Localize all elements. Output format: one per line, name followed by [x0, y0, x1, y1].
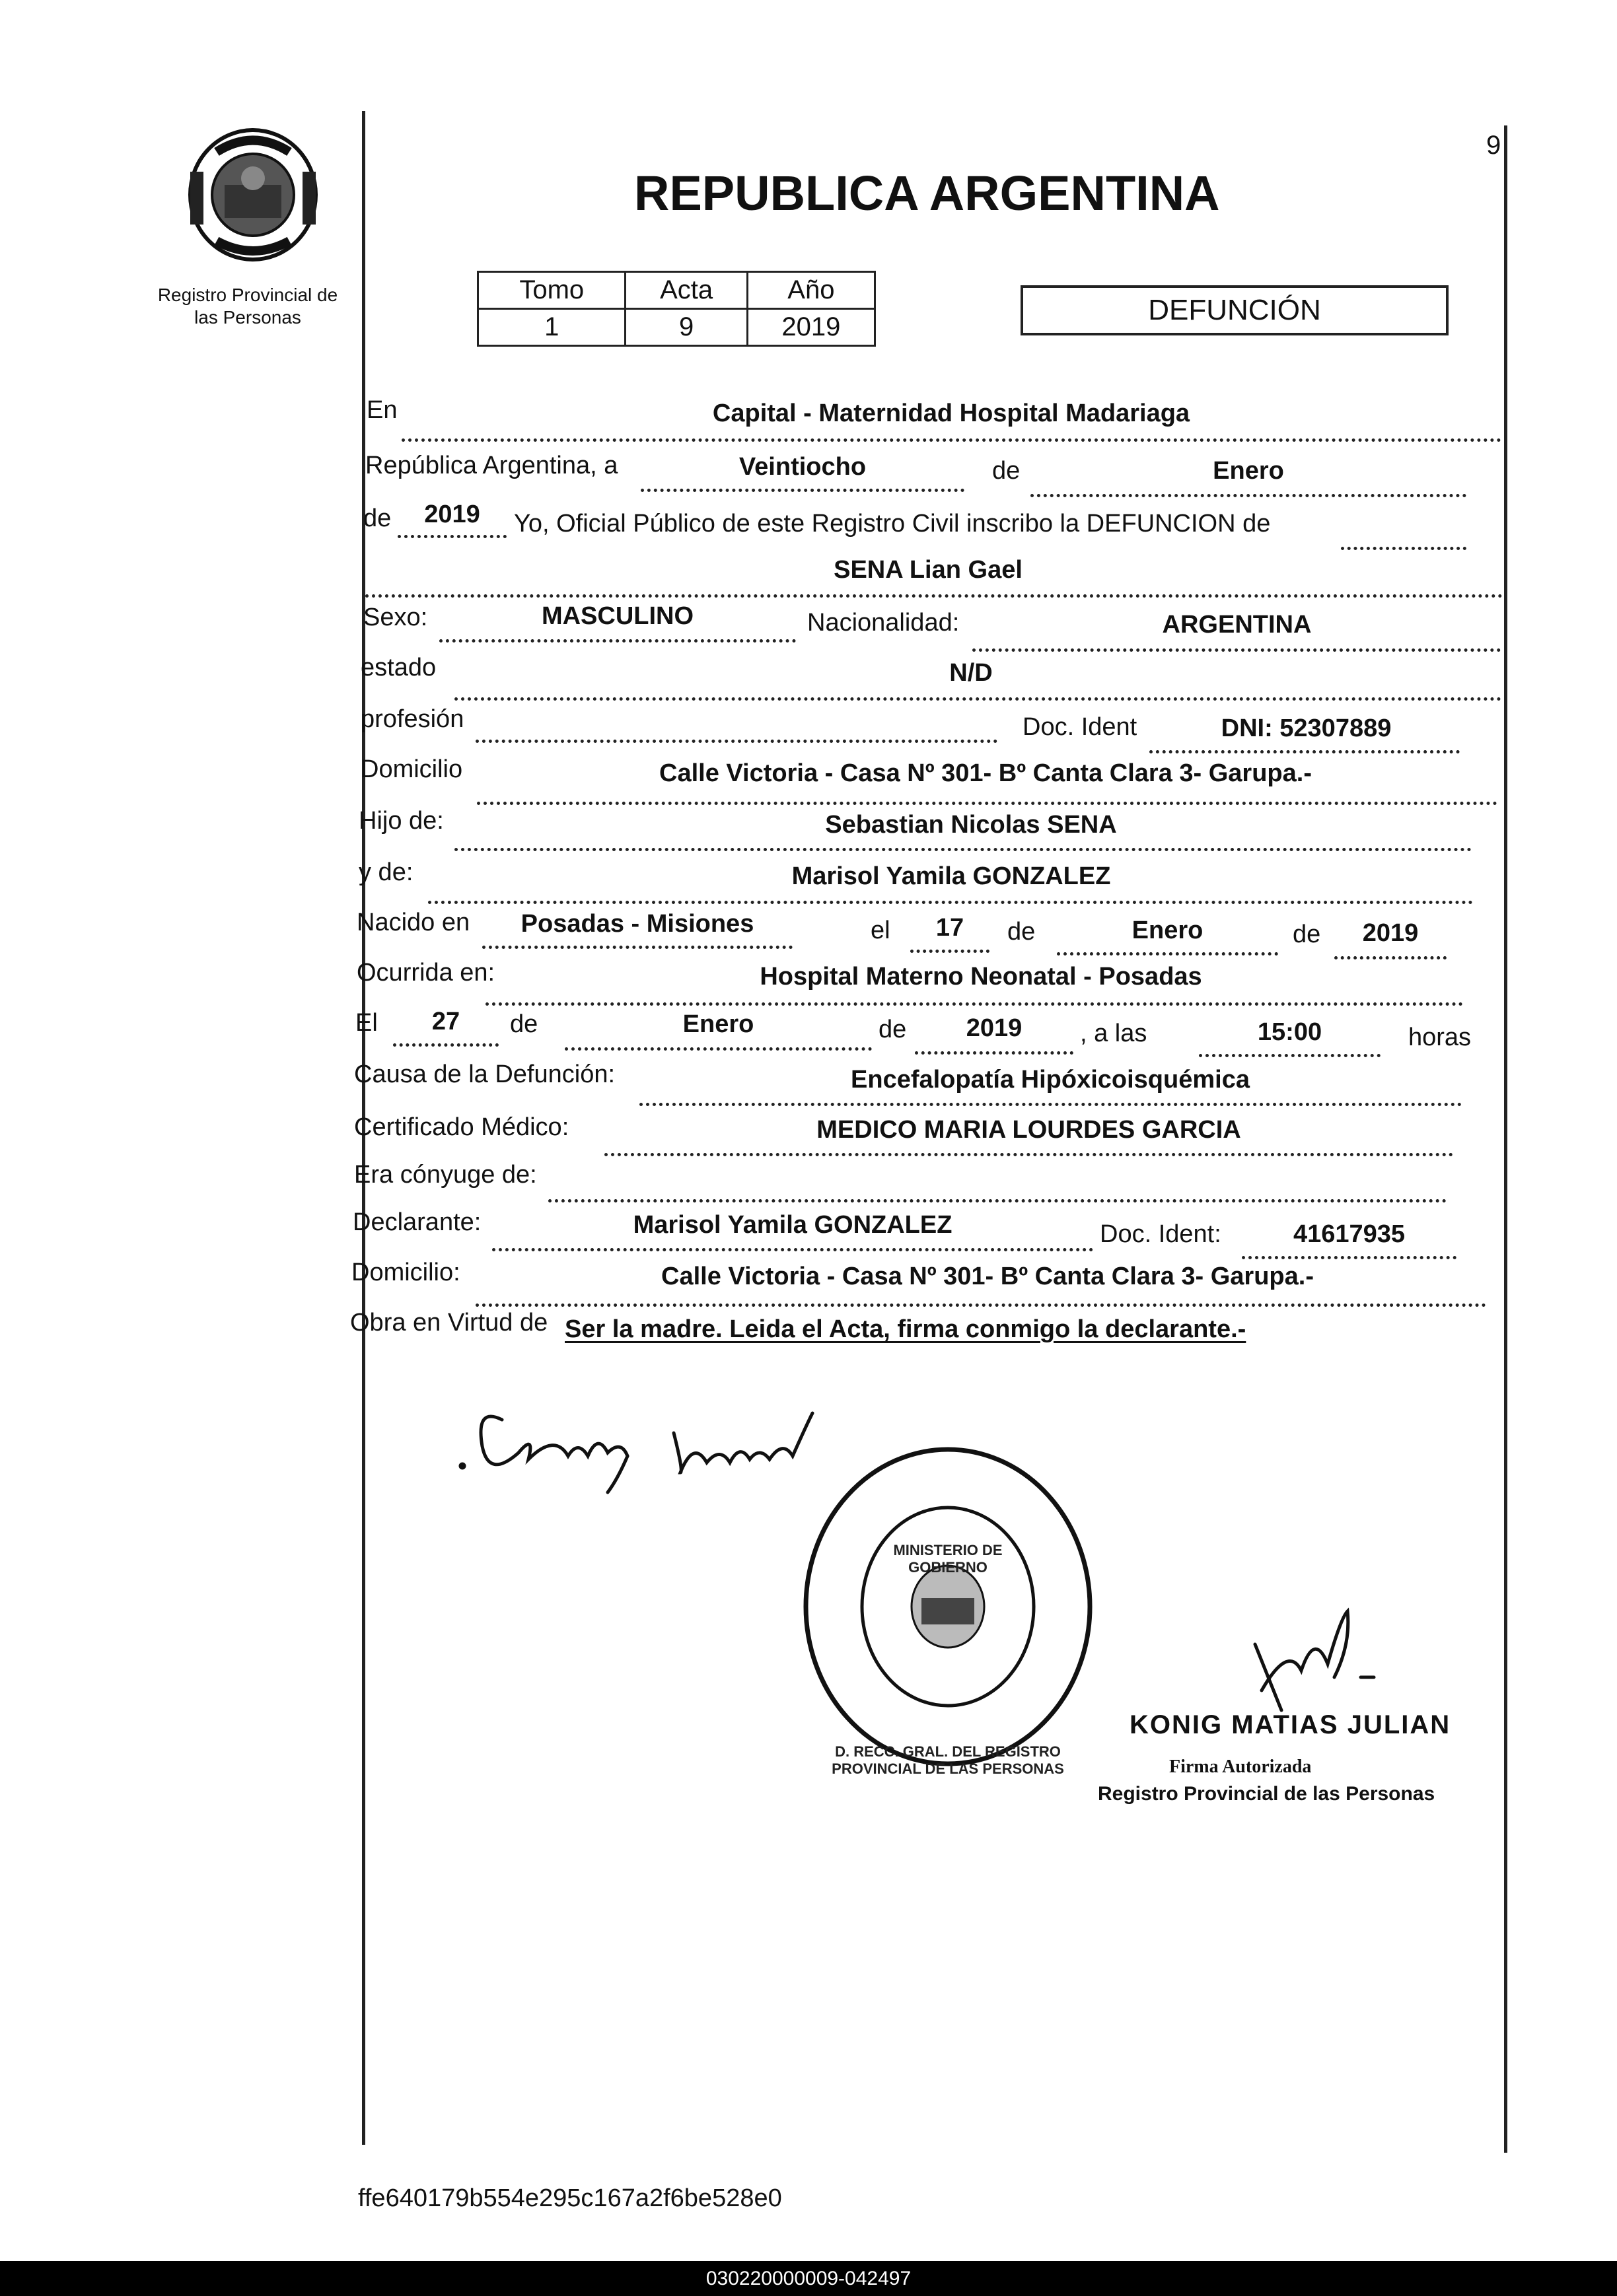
- dots-deceased-name: [365, 594, 1503, 598]
- value-day-text: Veintiocho: [738, 453, 867, 481]
- label-doc-ident: Doc. Ident: [1023, 713, 1137, 741]
- value-birth-year: 2019: [1362, 919, 1419, 947]
- dots-declarant-address: [476, 1304, 1486, 1307]
- label-de-3: de: [1007, 918, 1036, 946]
- record-table-value-tomo: 1: [478, 309, 626, 346]
- dots-birth-month: [1057, 952, 1278, 956]
- value-year: 2019: [424, 501, 480, 528]
- label-yo: Yo, Oficial Público de este Registro Civil inscribo la DEFUNCION de: [514, 510, 1271, 538]
- dots-death-month: [565, 1047, 872, 1051]
- record-table-value-ano: 2019: [747, 309, 875, 346]
- dots-death-year: [915, 1051, 1073, 1055]
- record-table: [477, 271, 876, 347]
- record-type-box: [1021, 285, 1449, 335]
- label-domicilio: Domicilio: [361, 755, 463, 783]
- label-nacionalidad: Nacionalidad:: [807, 609, 960, 637]
- dots-nationality: [972, 648, 1501, 652]
- record-table-value-acta: 9: [626, 309, 747, 346]
- value-birth-month: Enero: [1132, 917, 1204, 944]
- dots-birth-year: [1334, 956, 1447, 959]
- right-margin-line: [1504, 125, 1507, 2153]
- value-declarant-doc: 41617935: [1293, 1220, 1406, 1248]
- dots-conyuge: [548, 1199, 1447, 1202]
- dots-profesion: [476, 740, 997, 743]
- record-table-header-tomo: Tomo: [478, 272, 626, 309]
- official-signature: [1242, 1605, 1387, 1717]
- dots-address: [477, 802, 1497, 805]
- value-month: Enero: [1213, 457, 1284, 485]
- label-de-2: de: [363, 504, 392, 532]
- label-horas: horas: [1408, 1024, 1472, 1051]
- registry-name: [139, 284, 357, 329]
- declarant-signature: [456, 1393, 852, 1499]
- label-republica: República Argentina, a: [365, 452, 618, 479]
- value-death-year: 2019: [966, 1014, 1023, 1042]
- label-domicilio-2: Domicilio:: [351, 1259, 460, 1286]
- seal-ring-text: D. RECC. GRAL. DEL REGISTRO PROVINCIAL DE LAS PERSONAS: [832, 1743, 1064, 1777]
- label-declarante: Declarante:: [353, 1208, 482, 1236]
- dots-death-day: [393, 1043, 499, 1047]
- label-de-5: de: [510, 1010, 538, 1038]
- dots-mother: [428, 901, 1473, 904]
- value-death-day: 27: [431, 1008, 460, 1035]
- dots-death-place: [485, 1002, 1463, 1006]
- value-certifier: MEDICO MARIA LOURDES GARCIA: [816, 1116, 1241, 1144]
- dots-father: [454, 848, 1472, 851]
- record-table-value-row: [478, 309, 875, 346]
- label-y-de: y de:: [359, 858, 413, 886]
- dots-month: [1030, 494, 1466, 497]
- dots-place: [402, 438, 1501, 442]
- value-father: Sebastian Nicolas SENA: [825, 811, 1117, 839]
- label-ocurrida-en: Ocurrida en:: [357, 959, 495, 987]
- value-obra: Ser la madre. Leida el Acta, firma conmigo la declarante.-: [565, 1315, 1246, 1343]
- official-role: Firma Autorizada: [1169, 1757, 1312, 1777]
- value-birth-day: 17: [935, 914, 964, 942]
- value-sex: MASCULINO: [541, 602, 694, 630]
- dots-declarant: [492, 1248, 1093, 1251]
- official-name: KONIG MATIAS JULIAN: [1130, 1710, 1451, 1739]
- dots-yo-end: [1341, 547, 1466, 550]
- label-de-1: de: [992, 457, 1021, 485]
- barcode-number: 030220000009-042497: [705, 2268, 912, 2289]
- official-org: Registro Provincial de las Personas: [1098, 1783, 1435, 1805]
- label-conyuge: Era cónyuge de:: [354, 1161, 537, 1189]
- dots-cause: [639, 1103, 1462, 1106]
- dots-day-text: [641, 489, 964, 492]
- label-obra: Obra en Virtud de: [350, 1309, 548, 1337]
- label-doc-ident-2: Doc. Ident:: [1100, 1220, 1221, 1248]
- value-cause: Encefalopatía Hipóxicoisquémica: [851, 1066, 1250, 1094]
- dots-civil-state: [454, 697, 1501, 701]
- dots-sex: [439, 639, 796, 643]
- value-place: Capital - Maternidad Hospital Madariaga: [712, 400, 1190, 427]
- record-table-header-row: [478, 272, 875, 309]
- value-declarant-address: Calle Victoria - Casa Nº 301- Bº Canta Clara 3- Garupa.-: [661, 1263, 1314, 1290]
- label-causa: Causa de la Defunción:: [354, 1061, 616, 1088]
- dots-certifier: [604, 1153, 1453, 1156]
- label-el: el: [871, 917, 890, 944]
- value-mother: Marisol Yamila GONZALEZ: [791, 862, 1111, 890]
- value-address: Calle Victoria - Casa Nº 301- Bº Canta Clara 3- Garupa.-: [659, 759, 1312, 787]
- label-de-6: de: [879, 1016, 907, 1043]
- dots-year: [398, 535, 507, 538]
- seal-inner-text: MINISTERIO DE GOBIERNO: [893, 1542, 1003, 1576]
- value-death-month: Enero: [682, 1010, 754, 1038]
- registry-name-line2: las Personas: [194, 307, 301, 328]
- label-estado: estado: [361, 654, 437, 681]
- label-el-2: El: [355, 1009, 378, 1037]
- label-hijo-de: Hijo de:: [359, 807, 444, 835]
- label-profesion: profesión: [361, 705, 464, 733]
- official-seal: [799, 1443, 1096, 1770]
- document-hash: ffe640179b554e295c167a2f6be528e0: [358, 2184, 782, 2212]
- dots-doc-ident: [1149, 750, 1460, 753]
- label-en: En: [367, 396, 398, 424]
- registry-name-line1: Registro Provincial de: [157, 285, 338, 305]
- dots-death-time: [1199, 1054, 1381, 1057]
- value-death-place: Hospital Materno Neonatal - Posadas: [760, 963, 1202, 991]
- value-doc-ident: DNI: 52307889: [1221, 714, 1392, 742]
- value-nationality: ARGENTINA: [1162, 611, 1312, 639]
- dots-birth-day: [910, 950, 989, 953]
- value-death-time: 15:00: [1257, 1018, 1322, 1046]
- record-table-header-ano: Año: [747, 272, 875, 309]
- dots-declarant-doc: [1242, 1256, 1456, 1259]
- dots-birth-place: [482, 946, 793, 949]
- label-nacido-en: Nacido en: [357, 909, 470, 936]
- label-sexo: Sexo:: [363, 604, 428, 631]
- value-civil-state: N/D: [949, 659, 993, 687]
- country-title: REPUBLICA ARGENTINA: [634, 166, 1220, 221]
- label-de-4: de: [1293, 921, 1321, 948]
- value-birth-place: Posadas - Misiones: [521, 910, 754, 938]
- value-deceased-name: SENA Lian Gael: [834, 556, 1023, 584]
- page-number: 9: [1486, 131, 1501, 160]
- record-table-header-acta: Acta: [626, 272, 747, 309]
- label-a-las: , a las: [1080, 1020, 1147, 1047]
- record-type: DEFUNCIÓN: [1148, 294, 1321, 326]
- value-declarant: Marisol Yamila GONZALEZ: [633, 1211, 952, 1239]
- barcode-number-bar: [0, 2261, 1617, 2296]
- label-certificado: Certificado Médico:: [354, 1113, 569, 1141]
- province-coat-of-arms: [177, 125, 329, 264]
